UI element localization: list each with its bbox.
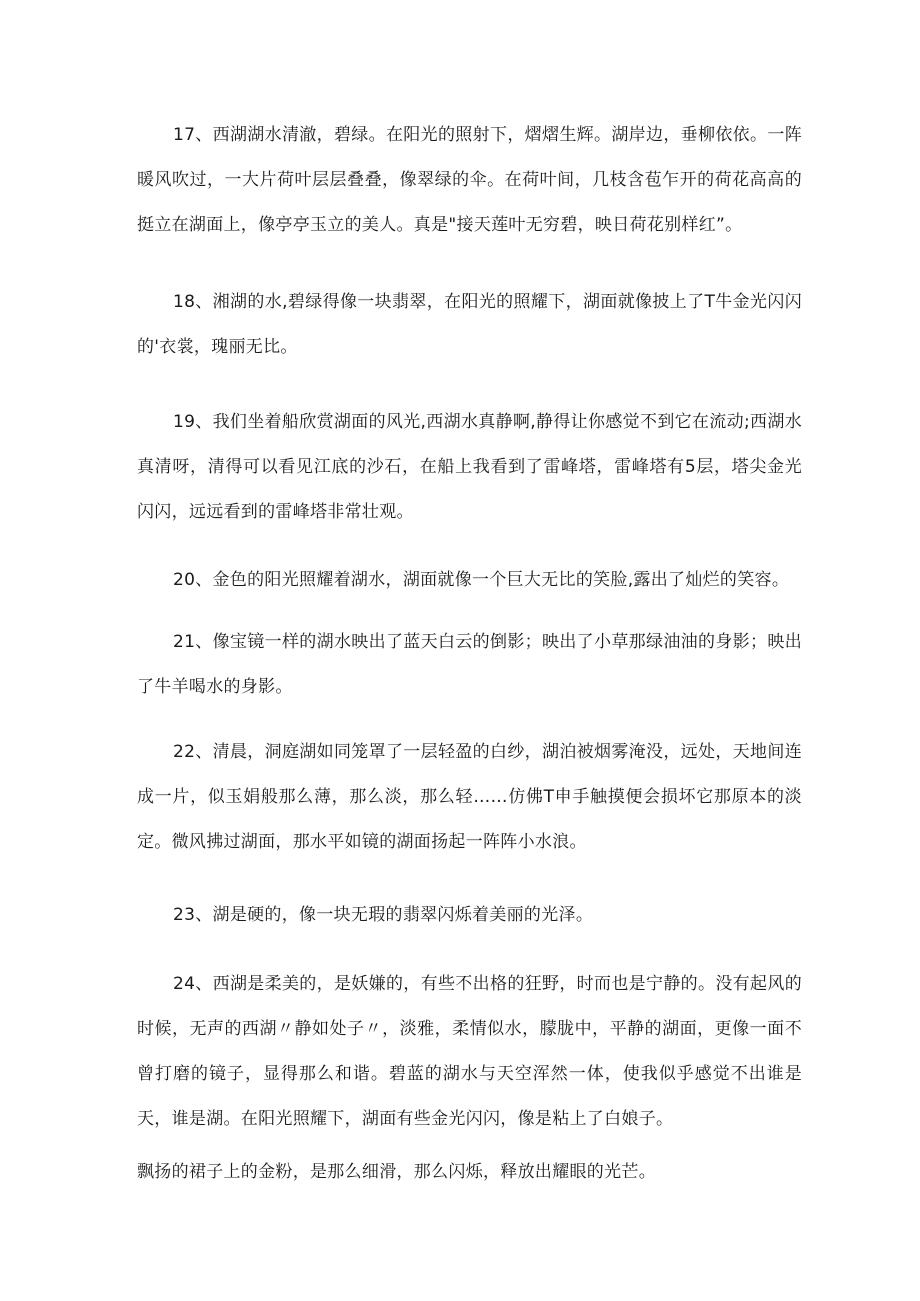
- paragraph-20: 20、金色的阳光照耀着湖水，湖面就像一个巨大无比的笑脸,露出了灿烂的笑容。: [173, 570, 790, 590]
- paragraph-18: 18、湘湖的水,碧绿得像一块翡翠，在阳光的照耀下，湖面就像披上了T牛金光闪闪的'衣裳，瑰丽无比。: [137, 292, 802, 357]
- paragraph-17: 17、西湖湖水清澈，碧绿。在阳光的照射下，熠熠生辉。湖岸边，垂柳依依。一阵暖风吹过，一大片荷叶层层叠叠，像翠绿的伞。在荷叶间，几枝含苞乍开的荷花高高的挺立在湖面上，像亭亭玉立的美人。真是"接天莲叶无穷碧，映日荷花别样红”。: [137, 125, 802, 235]
- paragraph-continuation: 飘扬的裙子上的金粉，是那么细滑，那么闪烁，释放出耀眼的光芒。: [137, 1162, 656, 1182]
- paragraph-22: 22、清晨，洞庭湖如同笼罩了一层轻盈的白纱，湖泊被烟雾淹没，远处，天地间连成一片，似玉娟般那么薄，那么淡，那么轻……仿佛T申手触摸便会损坏它那原本的淡定。微风拂过湖面，那水平如镜的湖面扬起一阵阵小水浪。: [137, 742, 802, 852]
- paragraph-24: 24、西湖是柔美的，是妖嫌的，有些不出格的狂野，时而也是宁静的。没有起风的时候，无声的西湖〃静如处子〃，淡雅，柔情似水，朦胧中，平静的湖面，更像一面不曾打磨的镜子，显得那么和谐。碧蓝的湖水与天空浑然一体，使我似乎感觉不出谁是天，谁是湖。在阳光照耀下，湖面有些金光闪闪，像是粘上了白娘子。: [137, 974, 802, 1129]
- paragraph-23: 23、湖是硬的，像一块无瑕的翡翠闪烁着美丽的光泽。: [173, 905, 594, 925]
- paragraph-19: 19、我们坐着船欣赏湖面的风光,西湖水真静啊,静得让你感觉不到它在流动;西湖水真清呀，清得可以看见江底的沙石，在船上我看到了雷峰塔，雷峰塔有5层，塔尖金光闪闪，远远看到的雷峰塔非常壮观。: [137, 412, 802, 522]
- paragraph-21: 21、像宝镜一样的湖水映出了蓝天白云的倒影；映出了小草那绿油油的身影；映出了牛羊喝水的身影。: [137, 632, 802, 697]
